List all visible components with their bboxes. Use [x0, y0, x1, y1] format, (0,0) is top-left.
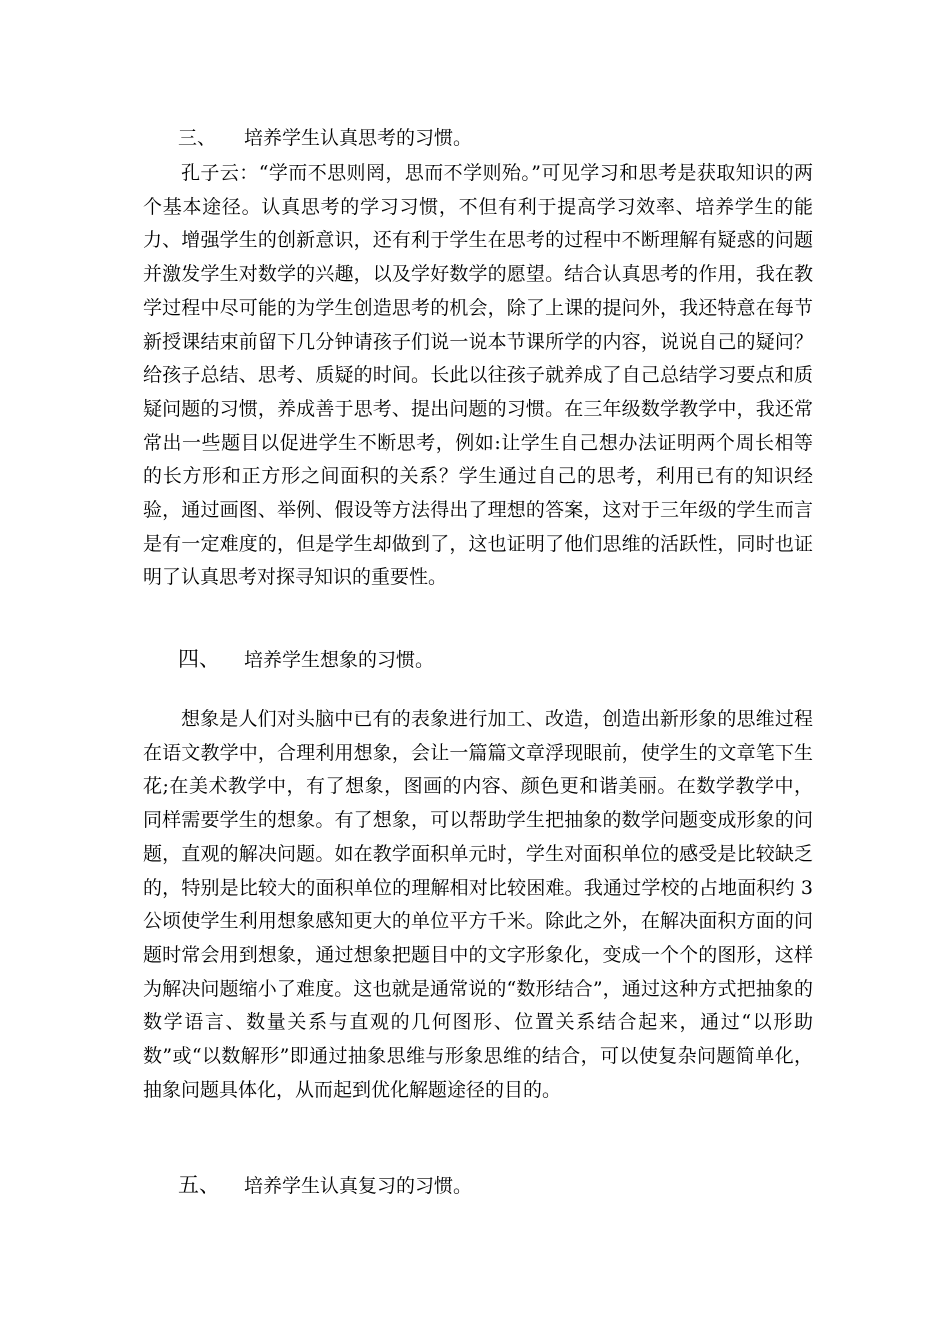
section-heading-3 [178, 125, 472, 151]
section-paragraph-4: 想象是人们对头脑中已有的表象进行加工、改造，创造出新形象的思维过程在语文教学中，合理利用想象，会让一篇篇文章浮现眼前，使学生的文章笔下生花;在美术教学中，有了想象，图画的内容、颜色更和谐美丽。在数学教学中，同样需要学生的想象。有了想象，可以帮助学生把抽象的数学问题变成形象的问题，直观的解决问题。如在教学面积单元时，学生对面积单位的感受是比较缺乏的，特别是比较大的面积单位的理解相对比较困难。我通过学校的占地面积约 3 公顷使学生利用想象感知更大的单位平方千米。除此之外，在解决面积方面的问题时常会用到想象，通过想象把题目中的文字形象化，变成一个个的图形，这样为解决问题缩小了难度。这也就是通常说的“数形结合”，通过这种方式把抽象的数学语言、数量关系与直观的几何图形、位置关系结合起来，通过“以形助数”或“以数解形”即通过抽象思维与形象思维的结合，可以使复杂问题简单化，抽象问题具体化，从而起到优化解题途径的目的。 [143, 708, 813, 1101]
section-title: 培养学生认真复习的习惯。 [244, 1175, 473, 1197]
section-title: 培养学生想象的习惯。 [244, 649, 435, 671]
section-number: 四、 [178, 647, 220, 671]
section-number: 三、 [178, 127, 217, 149]
section-heading-4 [178, 646, 434, 673]
section-number: 五、 [178, 1173, 220, 1197]
section-heading-5 [178, 1172, 472, 1199]
section-title: 培养学生认真思考的习惯。 [244, 127, 473, 149]
section-paragraph-3: 孔子云：“学而不思则罔，思而不学则殆。”可见学习和思考是获取知识的两个基本途径。认真思考的学习习惯，不但有利于提高学习效率、培养学生的能力、增强学生的创新意识，还有利于学生在思考的过程中不断理解有疑惑的问题并激发学生对数学的兴趣，以及学好数学的愿望。结合认真思考的作用，我在教学过程中尽可能的为学生创造思考的机会，除了上课的提问外，我还特意在每节新授课结束前留下几分钟请孩子们说一说本节课所学的内容，说说自己的疑问？给孩子总结、思考、质疑的时间。长此以往孩子就养成了自己总结学习要点和质疑问题的习惯，养成善于思考、提出问题的习惯。在三年级数学教学中，我还常常出一些题目以促进学生不断思考，例如:让学生自己想办法证明两个周长相等的长方形和正方形之间面积的关系？学生通过自己的思考，利用已有的知识经验，通过画图、举例、假设等方法得出了理想的答案，这对于三年级的学生而言是有一定难度的，但是学生却做到了，这也证明了他们思维的活跃性，同时也证明了认真思考对探寻知识的重要性。 [143, 162, 813, 589]
